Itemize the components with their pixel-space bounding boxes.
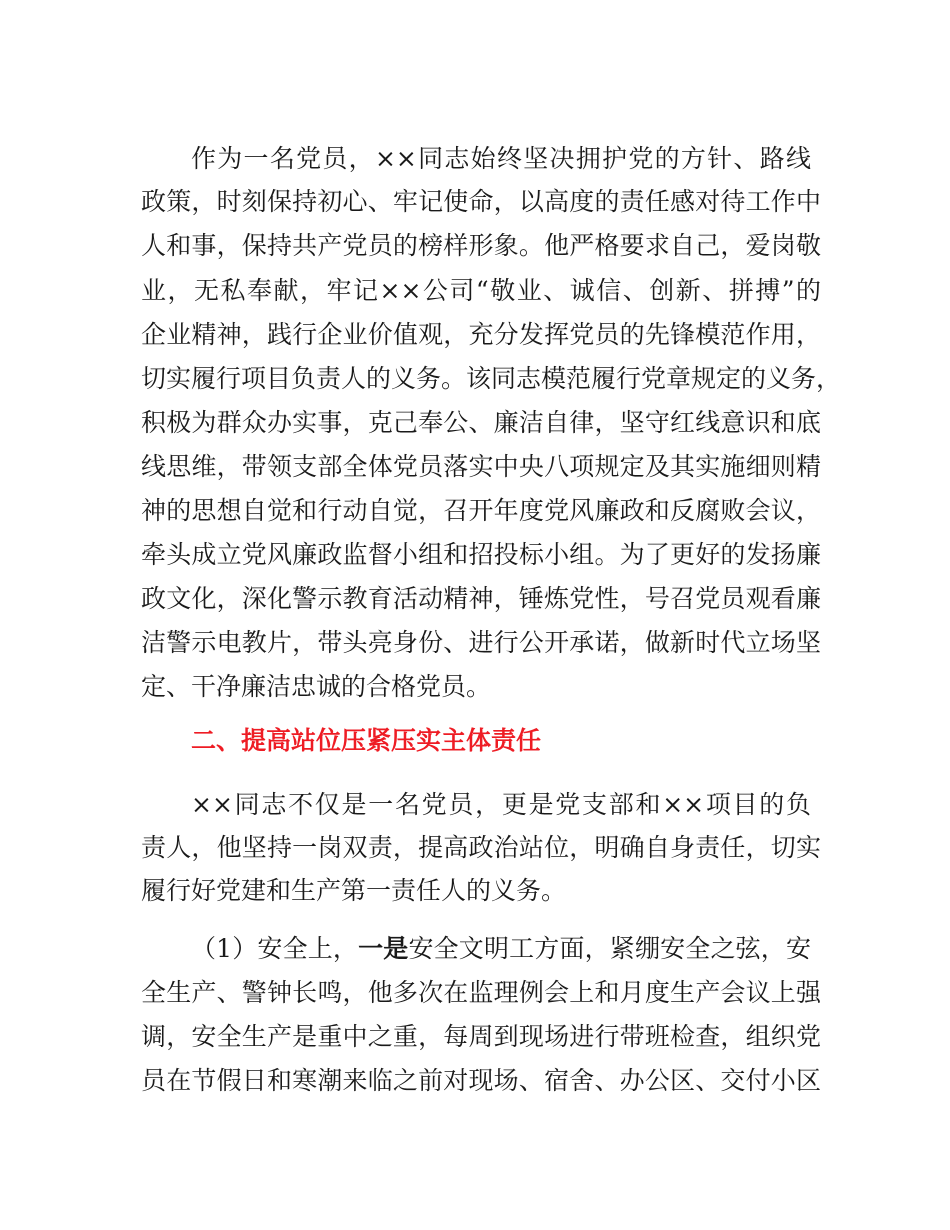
paragraph-2-line-2: 责人，他坚持一岗双责，提高政治站位，明确自身责任，切实 (141, 833, 821, 862)
paragraph-1-line-4: 业，无私奉献，牢记××公司“敬业、诚信、创新、拼搏”的 (141, 276, 821, 305)
paragraph-1-line-1: 作为一名党员，××同志始终坚决拥护党的方针、路线 (191, 144, 811, 173)
paragraph-2-line-3: 履行好党建和生产第一责任人的义务。 (141, 876, 567, 905)
paragraph-2-line-1: ××同志不仅是一名党员，更是党支部和××项目的负 (191, 790, 811, 819)
paragraph-1-line-7: 积极为群众办实事，克己奉公、廉洁自律，坚守红线意识和底 (141, 408, 821, 437)
paragraph-3-line-3: 调，安全生产是重中之重，每周到现场进行带班检查，组织党 (141, 1022, 821, 1051)
section-heading: 二、提高站位压紧压实主体责任 (191, 726, 542, 755)
paragraph-1-line-3: 人和事，保持共产党员的榜样形象。他严格要求自己，爱岗敬 (141, 231, 821, 260)
paragraph-1-line-10: 牵头成立党风廉政监督小组和招投标小组。为了更好的发扬廉 (141, 540, 821, 569)
paragraph-1-line-13: 定、干净廉洁忠诚的合格党员。 (141, 672, 492, 701)
paragraph-3-line-2: 全生产、警钟长鸣，他多次在监理例会上和月度生产会议上强 (141, 978, 821, 1007)
paragraph-3-bold-lead: 一是 (358, 934, 409, 963)
paragraph-1-line-12: 洁警示电教片，带头亮身份、进行公开承诺，做新时代立场坚 (141, 628, 821, 657)
paragraph-3-line-1 (191, 932, 811, 966)
paragraph-1-line-5: 企业精神，践行企业价值观，充分发挥党员的先锋模范作用， (141, 320, 821, 349)
paragraph-1-line-9: 神的思想自觉和行动自觉，召开年度党风廉政和反腐败会议， (141, 496, 821, 525)
paragraph-1-line-8: 线思维，带领支部全体党员落实中央八项规定及其实施细则精 (141, 452, 821, 481)
paragraph-1-line-11: 政文化，深化警示教育活动精神，锤炼党性，号召党员观看廉 (141, 584, 821, 613)
paragraph-1-line-2: 政策，时刻保持初心、牢记使命，以高度的责任感对待工作中 (141, 187, 821, 216)
paragraph-3-lead-rest: 安全文明工方面，紧绷安全之弦，安 (408, 934, 811, 963)
paragraph-3-line-4: 员在节假日和寒潮来临之前对现场、宿舍、办公区、交付小区 (141, 1066, 821, 1095)
paragraph-1-line-6: 切实履行项目负责人的义务。该同志模范履行党章规定的义务， (141, 364, 842, 393)
paragraph-3-prefix: （1）安全上， (191, 934, 359, 963)
